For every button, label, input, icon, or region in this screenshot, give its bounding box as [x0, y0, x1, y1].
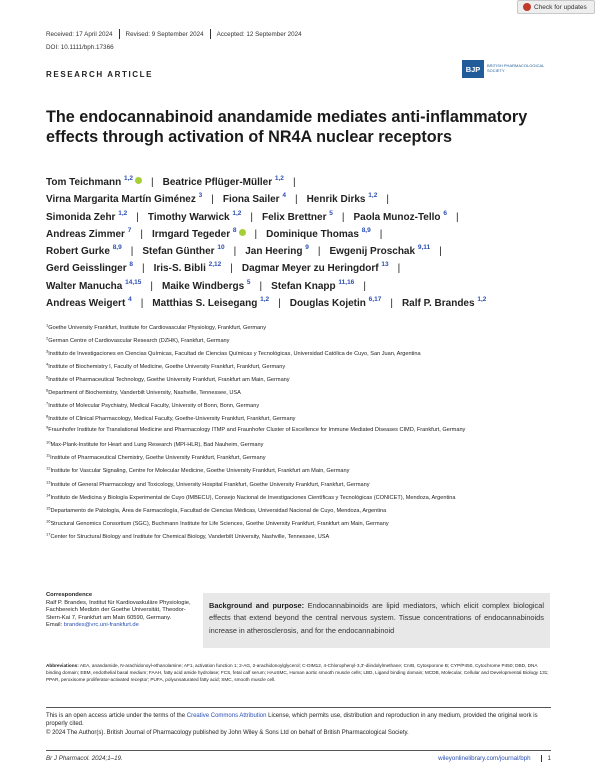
- affiliation-text: Institute for Vascular Signaling, Centre for Molecular Medicine, Goethe University Frankfurt, Frankfurt am Main, Germany: [50, 468, 350, 475]
- affiliation-item: [46, 479, 551, 492]
- correspondence-heading: Correspondence: [46, 592, 93, 598]
- divider: [210, 29, 211, 39]
- author-name[interactable]: Irmgard Tegeder: [151, 228, 233, 240]
- affiliation-ref[interactable]: 6,17: [368, 296, 382, 304]
- author-name[interactable]: Simonida Zehr: [46, 211, 119, 223]
- affiliation-ref[interactable]: 10: [217, 244, 225, 252]
- author-name[interactable]: Dominique Thomas: [266, 228, 362, 240]
- affiliation-ref[interactable]: 4: [282, 192, 286, 200]
- affiliation-item: [46, 413, 551, 426]
- affiliation-number: 10: [46, 439, 51, 445]
- abstract-text: Endocannabinoids are lipid mediators, which elicit complex biological effects that extend beyond the central nervous system. Tissue concentrations of endocannabinoids increase in atherosclerosis, and for the endocannabinoid: [209, 601, 545, 635]
- affiliation-number: 17: [46, 531, 51, 537]
- journal-logo: [462, 60, 547, 78]
- affiliation-ref[interactable]: 5: [329, 209, 333, 217]
- affiliation-ref[interactable]: 1,2: [477, 296, 487, 304]
- author-separator: |: [259, 280, 263, 292]
- divider: [119, 29, 120, 39]
- affiliation-text: German Centre of Cardiovascular Research (DZHK), Frankfurt, Germany: [48, 338, 230, 345]
- affiliation-text: Max-Plank-Institute for Heart and Lung Research (MPI-HLR), Bad Nauheim, Germany: [50, 442, 264, 449]
- author-row: [46, 226, 566, 243]
- abstract-box: [203, 593, 550, 648]
- affiliation-text: Institute of Clinical Pharmacology, Medical Faculty, Goethe-University Frankfurt, Frankfurt, Germany: [48, 416, 296, 423]
- affiliation-item: [46, 348, 551, 361]
- author-separator: |: [455, 211, 459, 223]
- affiliation-text: Fraunhofer Institute for Translational Medicine and Pharmacology ITMP and Fraunhofer Cluster of Excellence for Immune Mediated Diseases CIMD, Frankfurt, Germany: [48, 427, 466, 434]
- affiliation-number: 6: [46, 387, 49, 393]
- author-separator: |: [140, 298, 144, 310]
- affiliation-ref[interactable]: 1,2: [274, 175, 284, 182]
- orcid-icon[interactable]: [135, 177, 142, 184]
- affiliation-ref[interactable]: 7: [127, 226, 132, 234]
- author-name[interactable]: Andreas Weigert: [46, 298, 129, 310]
- affiliation-item: [46, 387, 551, 400]
- article-history: [46, 29, 302, 39]
- author-separator: |: [379, 228, 383, 240]
- affiliation-ref[interactable]: 9: [305, 244, 309, 252]
- divider: [46, 750, 551, 751]
- affiliation-ref[interactable]: 8: [129, 261, 133, 269]
- affiliation-ref[interactable]: 1,2: [260, 296, 270, 304]
- affiliation-number: 2: [46, 335, 49, 341]
- abbreviations: [46, 662, 551, 683]
- received-date: Received: 17 April 2024: [46, 30, 113, 38]
- author-separator: |: [151, 177, 154, 188]
- author-separator: |: [317, 246, 321, 258]
- affiliation-ref[interactable]: 3: [198, 192, 203, 200]
- affiliation-ref[interactable]: 1,2: [118, 209, 128, 217]
- bjp-logo: BJP: [462, 60, 484, 78]
- author-separator: |: [130, 246, 134, 258]
- author-separator: |: [292, 177, 296, 188]
- affiliation-ref[interactable]: 9,11: [417, 244, 431, 252]
- affiliation-number: 3: [46, 348, 49, 354]
- affiliation-number: 9: [46, 424, 49, 430]
- affiliation-number: 4: [46, 361, 49, 367]
- author-separator: |: [390, 298, 393, 310]
- affiliation-ref[interactable]: 8: [232, 226, 237, 234]
- author-separator: |: [278, 298, 281, 310]
- affiliation-text: Institute of Molecular Psychiatry, Medical Faculty, University of Bonn, Bonn, Germany: [48, 403, 260, 410]
- affiliation-text: Instituto de Medicina y Biología Experimental de Cuyo (IMBECU), Consejo Nacional de Investigaciones Científicas y Tecnológicas (CONICET), Mendoza, Argentina: [50, 494, 456, 501]
- affiliation-number: 16: [46, 518, 51, 524]
- author-name[interactable]: Ralf P. Brandes: [401, 298, 478, 310]
- affiliation-item: [46, 335, 551, 348]
- affiliation-item: [46, 439, 551, 452]
- abstract-heading: Background and purpose:: [209, 601, 305, 610]
- affiliation-item: [46, 452, 551, 465]
- affiliation-ref[interactable]: 8,9: [112, 244, 122, 252]
- divider: [46, 707, 551, 708]
- author-separator: |: [140, 228, 143, 240]
- author-separator: |: [294, 194, 298, 206]
- revised-date: Revised: 9 September 2024: [125, 30, 204, 38]
- affiliation-text: Instituto de Investigaciones en Ciencias Químicas, Facultad de Ciencias Químicas y Tecnológicas, Universidad Católica de Cuyo, San Juan, Argentina: [48, 351, 421, 358]
- author-name[interactable]: Maike Windbergs: [161, 280, 247, 292]
- journal-citation: Br J Pharmacol. 2024;1–19.: [46, 755, 123, 762]
- author-separator: |: [397, 263, 401, 275]
- affiliation-text: Institute of Pharmaceutical Chemistry, Goethe University Frankfurt, Frankfurt, Germany: [50, 455, 266, 462]
- author-list: [46, 174, 566, 312]
- affiliation-ref[interactable]: 8,9: [361, 226, 371, 234]
- license-text: This is an open access article under the terms of the: [46, 713, 187, 719]
- article-title: The endocannabinoid anandamide mediates anti-inflammatory effects through activation of NR4A nuclear receptors: [46, 108, 528, 146]
- author-name[interactable]: Dagmar Meyer zu Heringdorf: [241, 263, 382, 275]
- author-row: [46, 278, 566, 295]
- cc-license-link[interactable]: Creative Commons Attribution: [186, 713, 267, 719]
- check-for-updates-label: Check for updates: [534, 3, 587, 11]
- author-name[interactable]: Beatrice Pflüger-Müller: [162, 177, 275, 188]
- affiliation-list: [46, 322, 551, 544]
- author-name[interactable]: Stefan Günther: [142, 246, 218, 258]
- affiliation-item: [46, 361, 551, 374]
- affiliation-item: [46, 322, 551, 335]
- author-separator: |: [142, 263, 145, 275]
- affiliation-text: Institute of General Pharmacology and Toxicology, University Hospital Frankfurt, Goethe University Frankfurt, Frankfurt, Germany: [50, 481, 370, 488]
- author-name[interactable]: Timothy Warwick: [147, 211, 233, 223]
- author-separator: |: [150, 280, 153, 292]
- update-icon: [523, 3, 531, 11]
- affiliation-number: 11: [46, 452, 51, 458]
- author-separator: |: [136, 211, 139, 223]
- affiliation-number: 13: [46, 479, 51, 485]
- author-name[interactable]: Ewgenij Proschak: [329, 246, 418, 258]
- author-name[interactable]: Tom Teichmann: [46, 177, 124, 188]
- author-name[interactable]: Paola Munoz-Tello: [353, 211, 444, 223]
- page-footer: [46, 755, 551, 762]
- author-name[interactable]: Walter Manucha: [46, 280, 126, 292]
- affiliation-ref[interactable]: 13: [381, 261, 389, 269]
- email-link[interactable]: brandes@vrc.uni-frankfurt.de: [63, 622, 139, 629]
- doi: DOI: 10.1111/bph.17366: [46, 44, 114, 51]
- affiliation-item: [46, 518, 551, 531]
- affiliation-text: Department of Biochemistry, Vanderbilt University, Nashville, Tennessee, USA: [48, 390, 241, 397]
- author-row: [46, 174, 566, 191]
- affiliation-item: [46, 465, 551, 478]
- author-name[interactable]: Gerd Geisslinger: [46, 263, 130, 275]
- license-notice: [46, 712, 551, 737]
- author-name[interactable]: Jan Heering: [245, 246, 306, 258]
- author-name[interactable]: Iris-S. Bibli: [153, 263, 209, 275]
- author-name[interactable]: Andreas Zimmer: [46, 228, 128, 240]
- affiliation-ref[interactable]: 1,2: [123, 175, 134, 182]
- author-separator: |: [363, 280, 366, 292]
- affiliation-text: Structural Genomics Consortium (SGC), Buchmann Institute for Life Sciences, Goethe University Frankfurt, Frankfurt am Main, Germany: [50, 520, 389, 527]
- author-name[interactable]: Virna Margarita Martín Giménez: [46, 194, 199, 206]
- affiliation-item: [46, 426, 551, 435]
- author-name[interactable]: Fiona Sailer: [222, 194, 283, 206]
- author-separator: |: [233, 246, 237, 258]
- correspondence-address: Ralf P. Brandes, Institut für Kardiovaskuläre Physiologie, Fachbereich Medizin der Goethe Universität, Theodor-Stern-Kai 7, Frankfurt am Main 60590, Germany.: [46, 599, 191, 621]
- author-row: [46, 243, 566, 260]
- author-separator: |: [439, 246, 442, 258]
- check-for-updates-button[interactable]: [517, 0, 595, 14]
- affiliation-text: Center for Structural Biology and Institute for Chemical Biology, Vanderbilt University, Nashville, Tennessee, USA: [50, 533, 330, 540]
- affiliation-ref[interactable]: 11,16: [338, 278, 355, 286]
- affiliation-text: Institute of Biochemistry I, Faculty of Medicine, Goethe University Frankfurt, Frankfurt, Germany: [48, 364, 286, 371]
- author-row: [46, 295, 566, 312]
- affiliation-number: 1: [46, 322, 49, 328]
- article-type: RESEARCH ARTICLE: [46, 70, 154, 79]
- affiliation-ref[interactable]: 2,12: [208, 261, 222, 269]
- affiliation-number: 7: [46, 400, 49, 406]
- author-name[interactable]: Douglas Kojetin: [289, 298, 369, 310]
- affiliation-number: 12: [46, 465, 51, 471]
- affiliation-item: [46, 400, 551, 413]
- author-name[interactable]: Felix Brettner: [262, 211, 330, 223]
- page-number: 1: [541, 755, 551, 762]
- author-row: [46, 209, 566, 226]
- author-name[interactable]: Stefan Knapp: [271, 280, 339, 292]
- affiliation-item: [46, 374, 551, 387]
- journal-url-link[interactable]: wileyonlinelibrary.com/journal/bph: [438, 755, 531, 762]
- affiliation-ref[interactable]: 6: [443, 209, 447, 217]
- affiliation-item: [46, 505, 551, 518]
- affiliation-ref[interactable]: 5: [246, 278, 251, 286]
- affiliation-ref[interactable]: 1,2: [232, 209, 242, 217]
- author-row: [46, 260, 566, 277]
- accepted-date: Accepted: 12 September 2024: [216, 30, 302, 38]
- author-separator: |: [211, 194, 214, 206]
- affiliation-text: Departamento de Patología, Área de Farmacología, Facultad de Ciencias Médicas, Universidad Nacional de Cuyo, Mendoza, Argentina: [50, 507, 387, 514]
- author-separator: |: [254, 228, 258, 240]
- email-label: Email:: [46, 622, 64, 629]
- abbreviations-label: Abbreviations:: [46, 663, 79, 668]
- orcid-icon[interactable]: [239, 229, 246, 236]
- affiliation-number: 8: [46, 413, 49, 419]
- abbreviations-text: AEA, anandamide, N-arachidonoyl-ethanolamine; AF1, activation function 1; 2-AG, 2-arachidonoylglycerol; C-DIM12, 4-Chlorophenyl-3,3'-diindolylmethane; CnrB, Cytosporone B; CYP/P450, Cytochrome P450; DBD, DNA binding domain; EBM, endothelial basal medium; FAAH, fatty acid amide hydrolase; FCS, fetal calf serum; HAoSMC, Human aortic smooth muscle cells; LBD, Ligand binding domain; MCDB, Molecular, Cellular and Developmental Biology 131; PPAR, peroxisome proliferator-activated receptor; PUFA, polyunsaturated fatty acid; SMC, smooth muscle cell.: [46, 663, 549, 682]
- affiliation-item: [46, 492, 551, 505]
- copyright: © 2024 The Author(s). British Journal of Pharmacology published by John Wiley & Sons Ltd on behalf of British Pharmacological Society.: [46, 729, 409, 736]
- author-separator: |: [386, 194, 389, 206]
- affiliation-number: 5: [46, 374, 49, 380]
- affiliation-number: 15: [46, 505, 51, 511]
- author-name[interactable]: Robert Gurke: [46, 246, 113, 258]
- affiliation-ref[interactable]: 1,2: [368, 192, 378, 200]
- author-separator: |: [250, 211, 254, 223]
- author-separator: |: [230, 263, 233, 275]
- affiliation-number: 14: [46, 492, 51, 498]
- author-separator: |: [341, 211, 345, 223]
- affiliation-text: Goethe University Frankfurt, Institute for Cardiovascular Physiology, Frankfurt, Germany: [48, 325, 267, 331]
- affiliation-text: Institute of Pharmaceutical Technology, Goethe University Frankfurt, Frankfurt am Main, Germany: [48, 377, 290, 384]
- author-row: [46, 191, 566, 208]
- author-name[interactable]: Henrik Dirks: [306, 194, 369, 206]
- license-text-end: License, which permits use, distribution and reproduction in any medium, provided the original work is properly cited.: [46, 713, 538, 728]
- society-name: BRITISH PHARMACOLOGICAL SOCIETY: [487, 63, 545, 73]
- affiliation-ref[interactable]: 4: [128, 296, 132, 304]
- author-name[interactable]: Matthias S. Leisegang: [152, 298, 261, 310]
- correspondence: [46, 592, 191, 630]
- affiliation-item: [46, 531, 551, 544]
- affiliation-ref[interactable]: 14,15: [125, 278, 142, 286]
